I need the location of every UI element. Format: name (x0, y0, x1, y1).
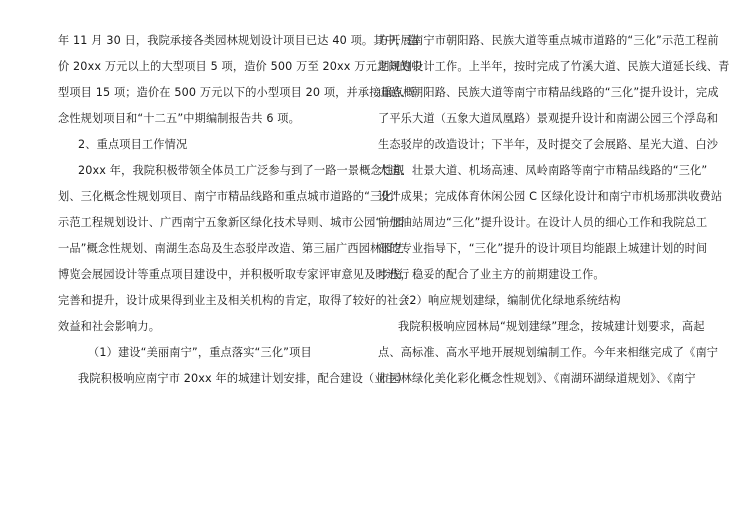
text-line: 念性规划项目和“十二五”中期编制报告共 6 项。 (58, 112, 300, 125)
text-line: 点、高标准、高水平地开展规划编制工作。今年来相继完成了《南宁 (378, 346, 719, 359)
right-column (378, 28, 729, 392)
left-column (58, 28, 423, 392)
text-line: 步伐，稳妥的配合了业主方的前期建设工作。 (378, 268, 605, 281)
text-line: 山路、朝阳路、民族大道等南宁市精品线路的“三化”提升设计，完成 (378, 86, 719, 99)
text-line: 20xx 年，我院积极带领全体员工广泛参与到了一路一景概念性规 (78, 164, 405, 177)
text-line: 方开展南宁市朝阳路、民族大道等重点城市道路的“三化”示范工程前 (378, 34, 719, 47)
text-line: 生态驳岸的改造设计；下半年，及时提交了会展路、星光大道、白沙 (378, 138, 719, 151)
text-line: 完善和提升，设计成果得到业主及相关机构的肯定，取得了较好的社会 (58, 294, 410, 307)
text-line: 博览会展园设计等重点项目建设中，并积极听取专家评审意见及时进行 (58, 268, 410, 281)
text-line: 期规划设计工作。上半年，按时完成了竹溪大道、民族大道延长线、青 (378, 60, 729, 73)
text-line: 效益和社会影响力。 (58, 320, 161, 333)
text-line: 示范工程规划设计、广西南宁五象新区绿化技术导则、城市公园“一园 (58, 216, 405, 229)
text-line: 前加油站周边“三化”提升设计。在设计人员的细心工作和我院总工 (378, 216, 708, 229)
text-line: 价 20xx 万元以上的大型项目 5 项，造价 500 万至 20xx 万元之间的中 (58, 60, 423, 73)
subsection-heading: （1）建设“美丽南宁”，重点落实“三化”项目 (88, 346, 312, 359)
text-line: 部的专业指导下，“三化”提升的设计项目均能跟上城建计划的时间 (378, 242, 708, 255)
text-line: 一品”概念性规划、南湖生态岛及生态驳岸改造、第三届广西园林园艺 (58, 242, 405, 255)
text-line: 设计成果；完成体育休闲公园 C 区绿化设计和南宁市机场那洪收费站 (378, 190, 723, 203)
text-line: 年 11 月 30 日，我院承接各类园林规划设计项目已达 40 项。其中，造 (58, 34, 419, 47)
text-line: 划、三化概念性规划项目、南宁市精品线路和重点城市道路的“三化” (58, 190, 399, 203)
text-line: 了平乐大道（五象大道凤凰路）景观提升设计和南湖公园三个浮岛和 (378, 112, 719, 125)
section-heading: 2、重点项目工作情况 (78, 138, 188, 151)
text-line: 市园林绿化美化彩化概念性规划》、《南湖环湖绿道规划》、《南宁 (378, 372, 696, 385)
text-line: 我院积极响应南宁市 20xx 年的城建计划安排，配合建设（业主） (78, 372, 409, 385)
subsection-heading: （2）响应规划建绿，编制优化绿地系统结构 (398, 294, 621, 307)
text-line: 我院积极响应园林局“规划建绿”理念，按城建计划要求，高起 (398, 320, 705, 333)
text-line: 型项目 15 项；造价在 500 万元以下的小型项目 20 项，并承接重点概 (58, 86, 415, 99)
text-line: 大道、壮景大道、机场高速、凤岭南路等南宁市精品线路的“三化” (378, 164, 708, 177)
